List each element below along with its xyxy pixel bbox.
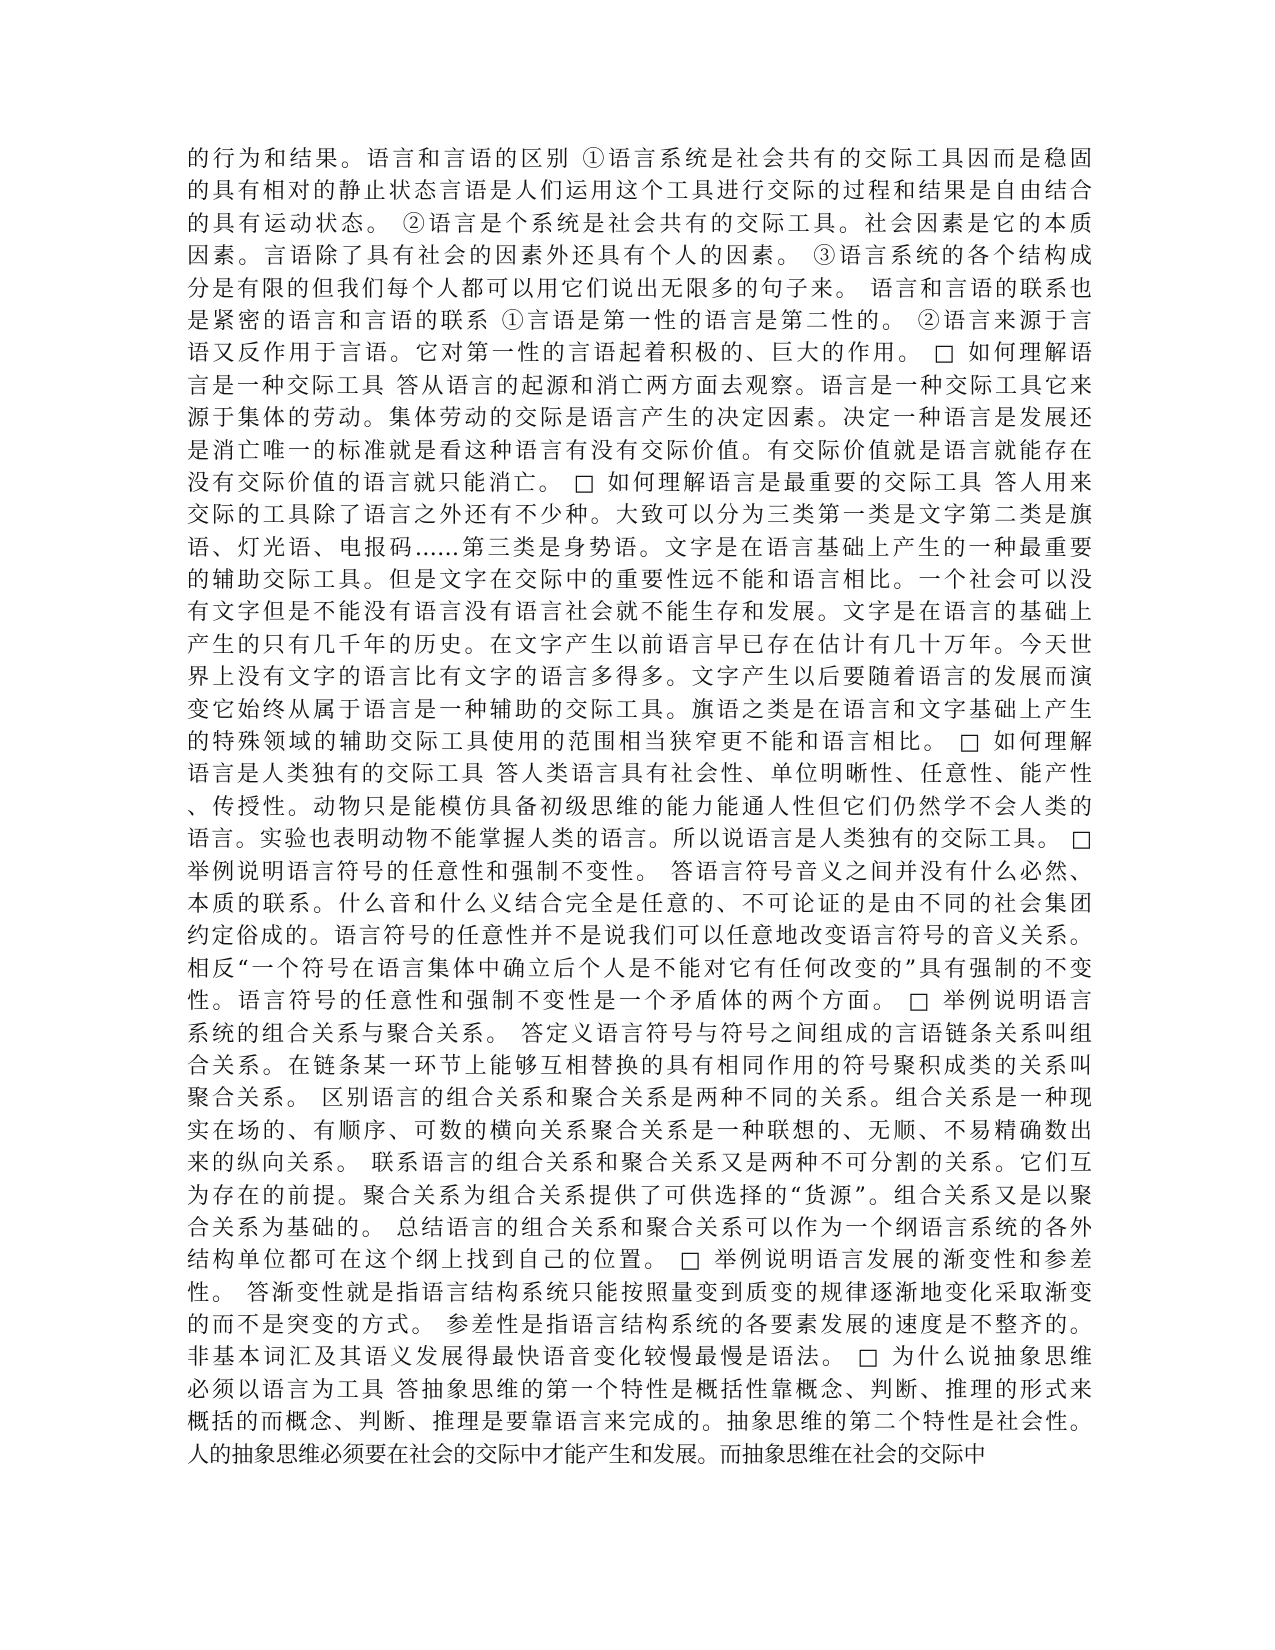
text-line-1: 的行为和结果。语言和言语的区别 ①语言系统是社会共有的交际工具因而是稳固 bbox=[187, 146, 1092, 172]
text-line-22: 语言。实验也表明动物不能掌握人类的语言。所以说语言是人类独有的交际工具。 □ bbox=[187, 826, 1092, 853]
text-line-16: 产生的只有几千年的历史。在文字产生以前语言早已存在估计有几十万年。今天世 bbox=[187, 631, 1092, 658]
text-line-37: 的而不是突变的方式。 参差性是指语言结构系统的各要素发展的速度是不整齐的。 bbox=[187, 1312, 1092, 1339]
text-line-10: 是消亡唯一的标准就是看这种语言有没有交际价值。有交际价值就是语言就能存在 bbox=[187, 437, 1092, 464]
text-line-9: 源于集体的劳动。集体劳动的交际是语言产生的决定因素。决定一种语言是发展还 bbox=[187, 405, 1092, 432]
text-line-11: 没有交际价值的语言就只能消亡。 □ 如何理解语言是最重要的交际工具 答人用来 bbox=[187, 469, 1092, 496]
text-line-13: 语、灯光语、电报码……第三类是身势语。文字是在语言基础上产生的一种最重要 bbox=[187, 534, 1092, 561]
text-line-4: 因素。言语除了具有社会的因素外还具有个人的因素。 ③语言系统的各个结构成 bbox=[187, 243, 1092, 270]
text-line-41: 人的抽象思维必须要在社会的交际中才能产生和发展。而抽象思维在社会的交际中 bbox=[187, 1441, 986, 1468]
text-line-19: 的特殊领域的辅助交际工具使用的范围相当狭窄更不能和语言相比。 □ 如何理解 bbox=[187, 729, 1092, 756]
text-line-17: 界上没有文字的语言比有文字的语言多得多。文字产生以后要随着语言的发展而演 bbox=[187, 664, 1092, 691]
text-line-32: 来的纵向关系。 联系语言的组合关系和聚合关系又是两种不可分割的关系。它们互 bbox=[187, 1150, 1092, 1177]
text-line-38: 非基本词汇及其语义发展得最快语音变化较慢最慢是语法。 □ 为什么说抽象思维 bbox=[187, 1344, 1092, 1371]
document-page bbox=[187, 143, 1092, 1523]
text-line-29: 合关系。在链条某一环节上能够互相替换的具有相同作用的符号聚积成类的关系叫 bbox=[187, 1052, 1092, 1079]
text-line-20: 语言是人类独有的交际工具 答人类语言具有社会性、单位明晰性、任意性、能产性 bbox=[187, 761, 1092, 788]
text-line-31: 实在场的、有顺序、可数的横向关系聚合关系是一种联想的、无顺、不易精确数出 bbox=[187, 1117, 1092, 1144]
text-line-30: 聚合关系。 区别语言的组合关系和聚合关系是两种不同的关系。组合关系是一种现 bbox=[187, 1085, 1092, 1112]
text-line-12: 交际的工具除了语言之外还有不少种。大致可以分为三类第一类是文字第二类是旗 bbox=[187, 502, 1092, 529]
text-line-34: 合关系为基础的。 总结语言的组合关系和聚合关系可以作为一个纲语言系统的各外 bbox=[187, 1214, 1092, 1241]
text-line-21: 、传授性。动物只是能模仿具备初级思维的能力能通人性但它们仍然学不会人类的 bbox=[187, 793, 1092, 820]
text-line-40: 概括的而概念、判断、推理是要靠语言来完成的。抽象思维的第二个特性是社会性。 bbox=[187, 1409, 1092, 1436]
text-line-33: 为存在的前提。聚合关系为组合关系提供了可供选择的“货源”。组合关系又是以聚 bbox=[187, 1182, 1092, 1209]
text-line-2: 的具有相对的静止状态言语是人们运用这个工具进行交际的过程和结果是自由结合 bbox=[187, 178, 1092, 205]
text-line-15: 有文字但是不能没有语言没有语言社会就不能生存和发展。文字是在语言的基础上 bbox=[187, 599, 1092, 626]
text-line-25: 约定俗成的。语言符号的任意性并不是说我们可以任意地改变语言符号的音义关系。 bbox=[187, 923, 1092, 950]
text-line-3: 的具有运动状态。 ②语言是个系统是社会共有的交际工具。社会因素是它的本质 bbox=[187, 210, 1092, 237]
text-line-18: 变它始终从属于语言是一种辅助的交际工具。旗语之类是在语言和文字基础上产生 bbox=[187, 696, 1092, 723]
text-line-39: 必须以语言为工具 答抽象思维的第一个特性是概括性靠概念、判断、推理的形式来 bbox=[187, 1376, 1092, 1403]
text-line-14: 的辅助交际工具。但是文字在交际中的重要性远不能和语言相比。一个社会可以没 bbox=[187, 567, 1092, 594]
text-line-28: 系统的组合关系与聚合关系。 答定义语言符号与符号之间组成的言语链条关系叫组 bbox=[187, 1020, 1092, 1047]
text-line-7: 语又反作用于言语。它对第一性的言语起着积极的、巨大的作用。 □ 如何理解语 bbox=[187, 340, 1092, 367]
text-line-35: 结构单位都可在这个纲上找到自己的位置。 □ 举例说明语言发展的渐变性和参差 bbox=[187, 1247, 1092, 1274]
text-line-27: 性。语言符号的任意性和强制不变性是一个矛盾体的两个方面。 □ 举例说明语言 bbox=[187, 988, 1092, 1015]
text-line-24: 本质的联系。什么音和什么义结合完全是任意的、不可论证的是由不同的社会集团 bbox=[187, 890, 1092, 917]
text-line-23: 举例说明语言符号的任意性和强制不变性。 答语言符号音义之间并没有什么必然、 bbox=[187, 858, 1092, 885]
text-line-6: 是紧密的语言和言语的联系 ①言语是第一性的语言是第二性的。 ②语言来源于言 bbox=[187, 307, 1092, 334]
text-line-5: 分是有限的但我们每个人都可以用它们说出无限多的句子来。 语言和言语的联系也 bbox=[187, 275, 1092, 302]
text-line-8: 言是一种交际工具 答从语言的起源和消亡两方面去观察。语言是一种交际工具它来 bbox=[187, 372, 1092, 399]
text-line-26: 相反“一个符号在语言集体中确立后个人是不能对它有任何改变的”具有强制的不变 bbox=[187, 955, 1092, 982]
text-line-36: 性。 答渐变性就是指语言结构系统只能按照量变到质变的规律逐渐地变化采取渐变 bbox=[187, 1279, 1092, 1306]
